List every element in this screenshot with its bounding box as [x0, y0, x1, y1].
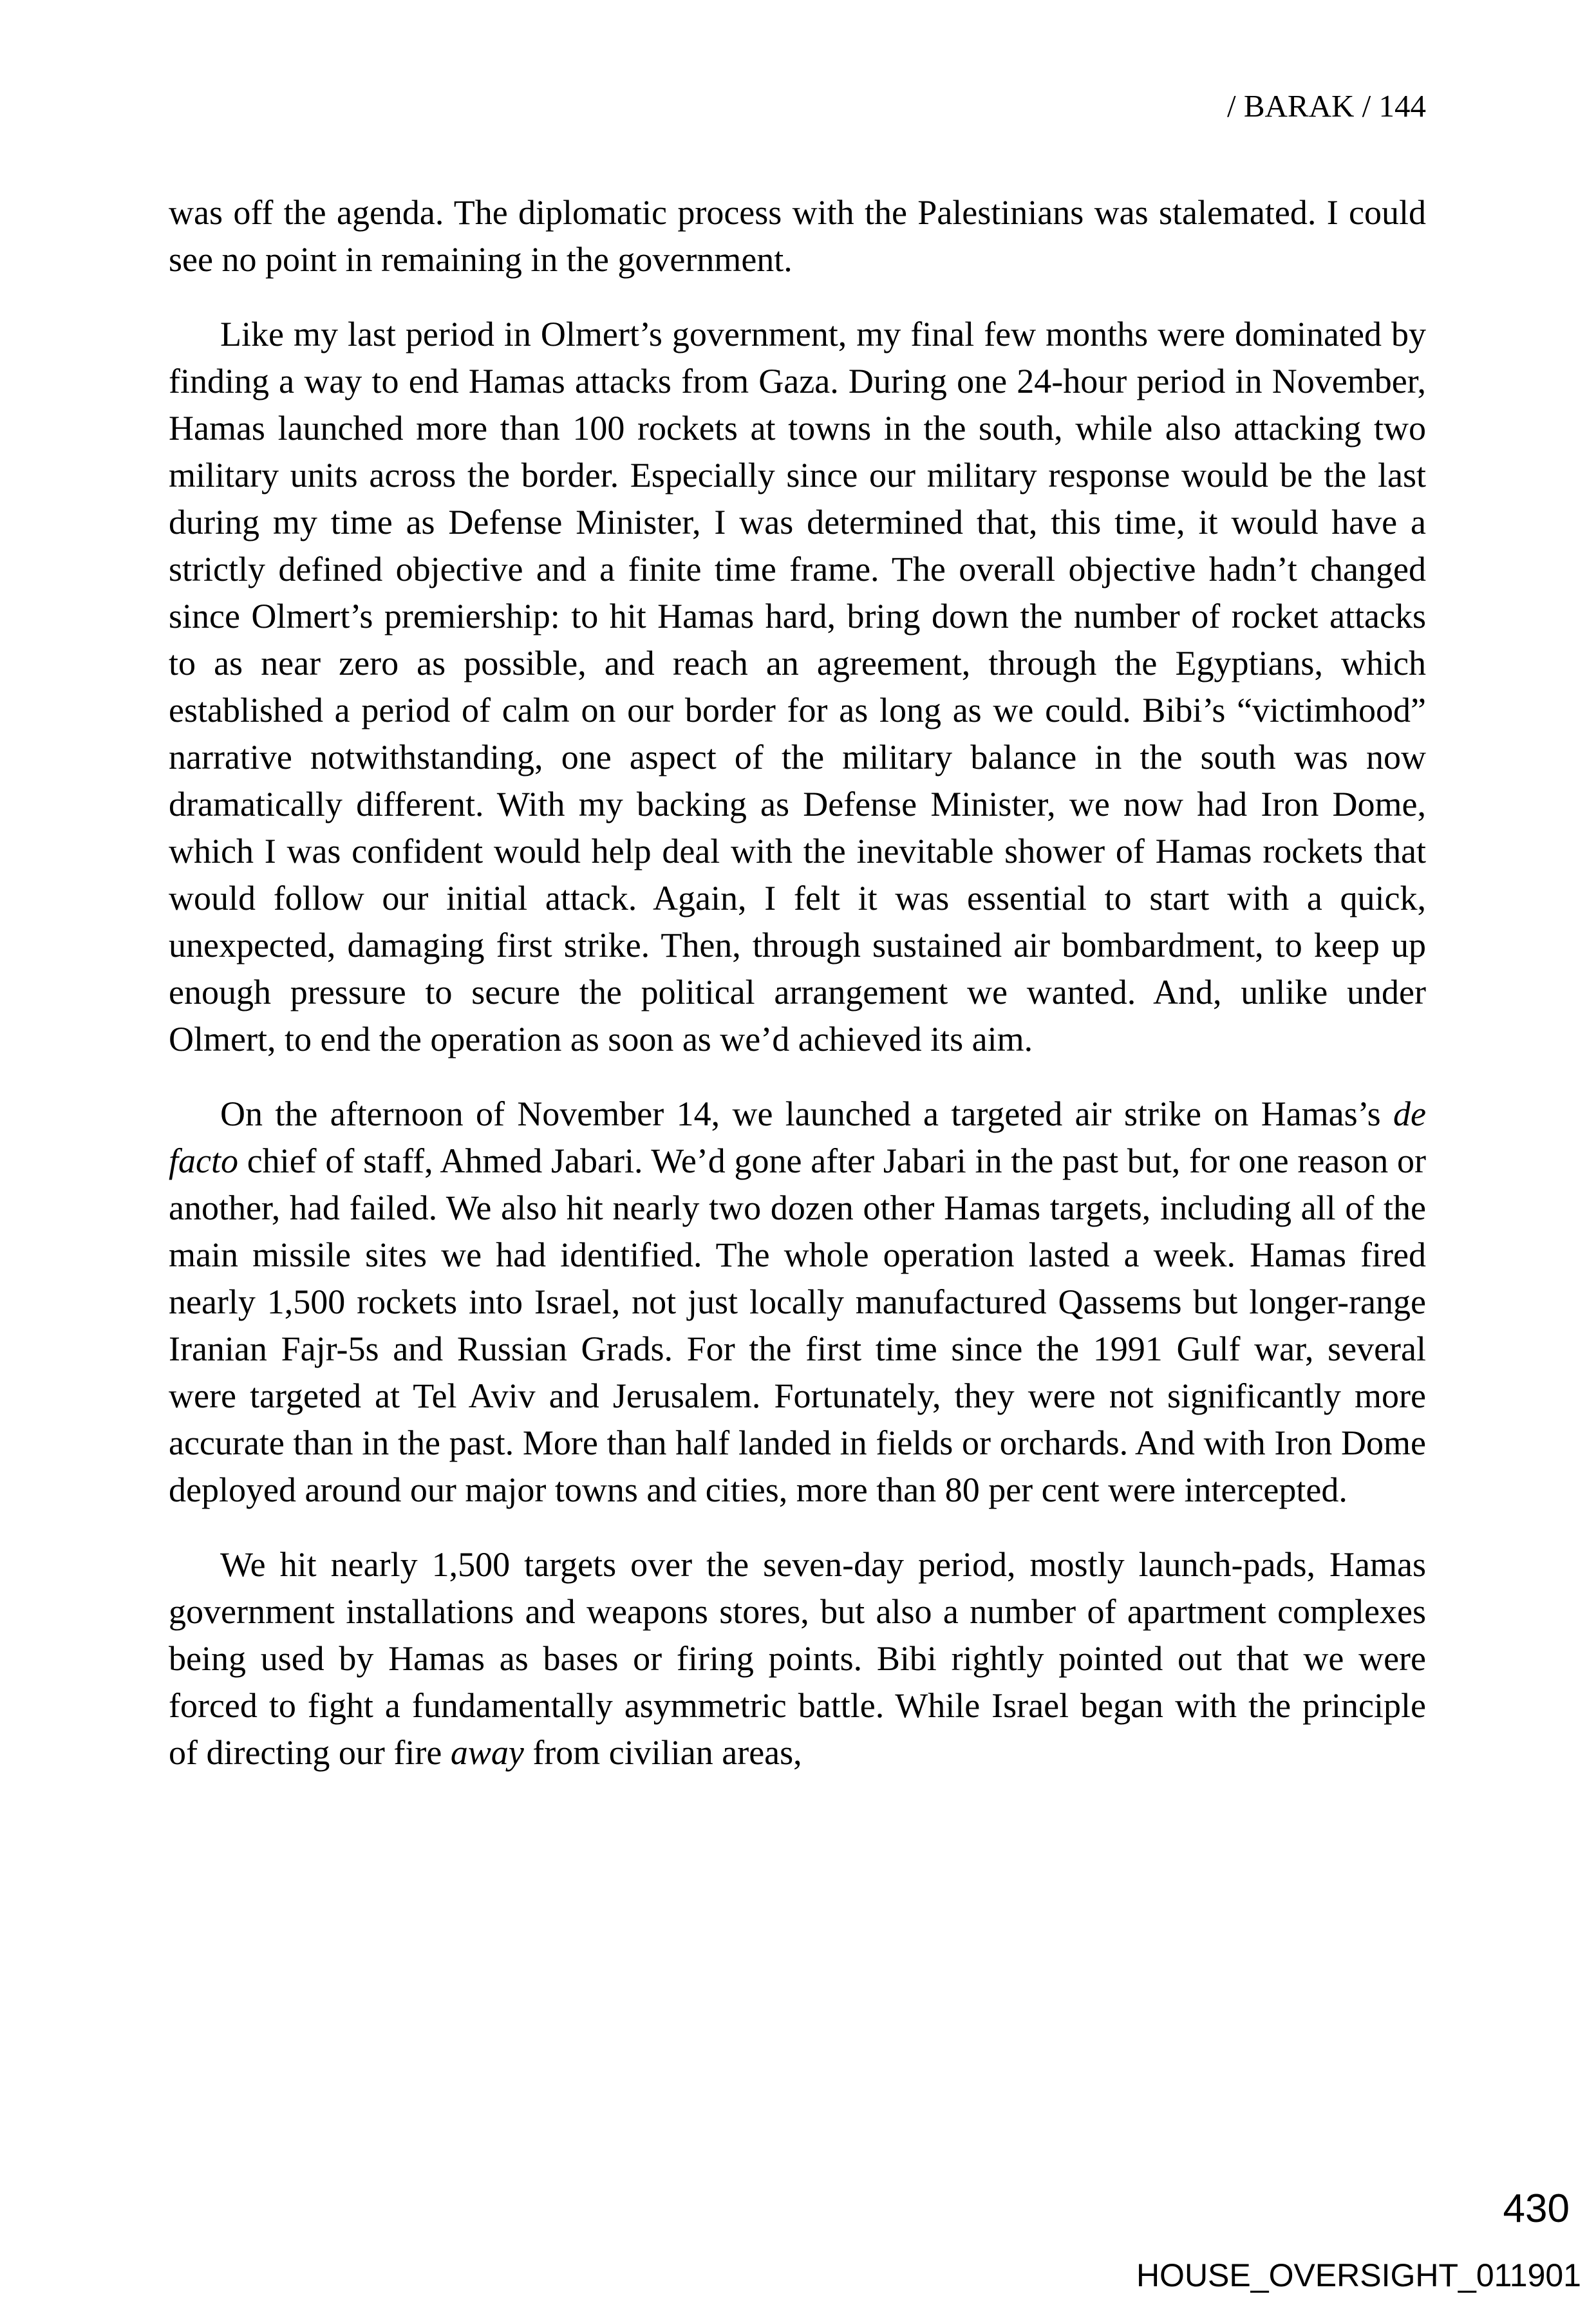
- text-run: Like my last period in Olmert’s government, my final few months were dominated by finding a way to end Hamas attacks from Gaza. During one 24-hour period in November, Hamas launched more than 100 rockets at towns in the south, while also attacking two military units across the border. Especially since our military response would be the last during my time as Defense Minister, I was determined that, this time, it would have a strictly defined objective and a finite time frame. The overall objective hadn’t changed since Olmert’s premiership: to hit Hamas hard, bring down the number of rocket attacks to as near zero as possible, and reach an agreement, through the Egyptians, which established a period of calm on our border for as long as we could. Bibi’s “victimhood” narrative notwithstanding, one aspect of the military balance in the south was now dramatically different. With my backing as Defense Minister, we now had Iron Dome, which I was confident would help deal with the inevitable shower of Hamas rockets that would follow our initial attack. Again, I felt it was essential to start with a quick, unexpected, damaging first strike. Then, through sustained air bombardment, to keep up enough pressure to secure the political arrangement we wanted. And, unlike under Olmert, to end the operation as soon as we’d achieved its aim.: [169, 315, 1426, 1058]
- text-run: from civilian areas,: [523, 1733, 802, 1772]
- text-run: was off the agenda. The diplomatic process with the Palestinians was stalemated. I could see no point in remaining in the government.: [169, 193, 1426, 279]
- text-run: On the afternoon of November 14, we launched a targeted air strike on Hamas’s: [220, 1095, 1394, 1133]
- text-run: chief of staff, Ahmed Jabari. We’d gone after Jabari in the past but, for one reason or another, had failed. We also hit nearly two dozen other Hamas targets, including all of the main missile sites we had identified. The whole operation lasted a week. Hamas fired nearly 1,500 rockets into Israel, not just locally manufactured Qassems but longer-range Iranian Fajr-5s and Russian Grads. For the first time since the 1991 Gulf war, several were targeted at Tel Aviv and Jerusalem. Fortunately, they were not significantly more accurate than in the past. More than half landed in fields or orchards. And with Iron Dome deployed around our major towns and cities, more than 80 per cent were intercepted.: [169, 1142, 1426, 1509]
- running-head-text: / BARAK / 144: [1226, 88, 1426, 124]
- paragraph: [169, 1091, 1426, 1514]
- paragraph: [169, 311, 1426, 1063]
- body-text: [169, 189, 1426, 1776]
- paragraphs-container: [169, 189, 1426, 1776]
- text-run: We hit nearly 1,500 targets over the seven-day period, mostly launch-pads, Hamas government installations and weapons stores, but also a number of apartment complexes being used by Hamas as bases or firing points. Bibi rightly pointed out that we were forced to fight a fundamentally asymmetric battle. While Israel began with the principle of directing our fire: [169, 1545, 1426, 1772]
- italic-text-run: away: [450, 1733, 524, 1772]
- italic-text-run: de facto: [169, 1095, 1426, 1180]
- bates-stamp: HOUSE_OVERSIGHT_011901: [1136, 2257, 1581, 2293]
- paragraph: [169, 189, 1426, 283]
- page-number: 430: [1503, 2186, 1570, 2231]
- paragraph: [169, 1541, 1426, 1776]
- running-head: [1227, 90, 1426, 122]
